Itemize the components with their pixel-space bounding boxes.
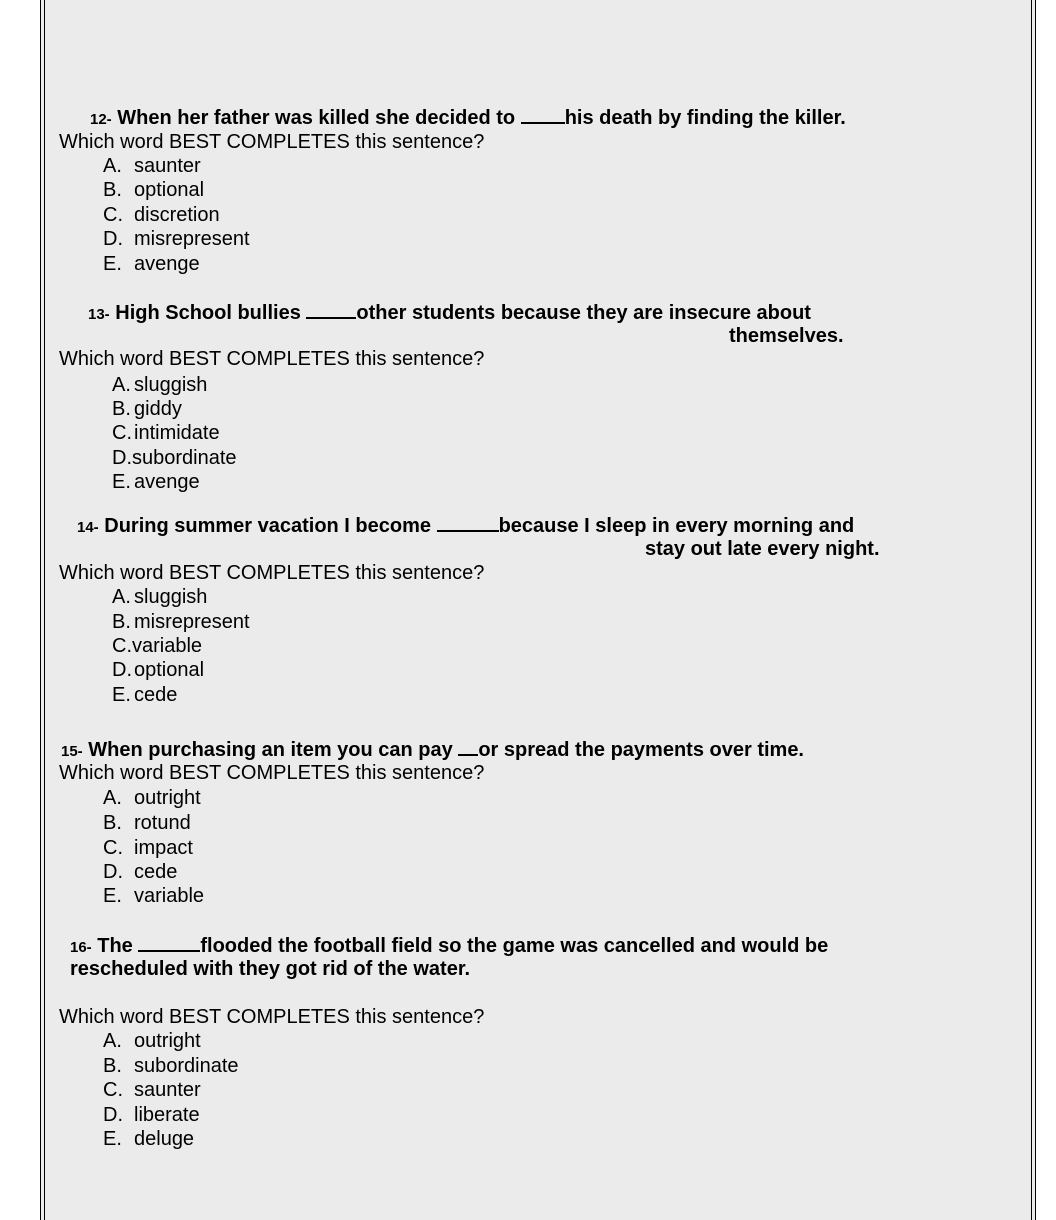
question-14-option-e: E. cede: [112, 684, 178, 706]
question-16-stem-continued: rescheduled with they got rid of the water.: [70, 958, 471, 980]
stem-text-before: During summer vacation I become: [104, 515, 432, 537]
border-line-right-inner: [1031, 0, 1032, 1220]
question-14-prompt: Which word BEST COMPLETES this sentence?: [59, 562, 485, 584]
stem-text-after: because I sleep in every morning and: [498, 515, 855, 537]
question-14-option-a: A. sluggish: [112, 586, 208, 608]
question-14-stem: [77, 514, 854, 538]
border-line-right-outer: [1035, 0, 1036, 1220]
question-15-prompt: Which word BEST COMPLETES this sentence?: [59, 762, 485, 784]
question-16-option-c: C. saunter: [103, 1079, 201, 1101]
stem-text-after: other students because they are insecure about: [356, 302, 811, 324]
stem-text-before: The: [97, 935, 133, 957]
question-16-prompt: Which word BEST COMPLETES this sentence?: [59, 1006, 485, 1028]
question-13-prompt: Which word BEST COMPLETES this sentence?: [59, 348, 485, 370]
question-14-option-d: D. optional: [112, 659, 205, 681]
question-13-option-b: B. giddy: [112, 398, 182, 420]
question-16-option-d: D. liberate: [103, 1104, 200, 1126]
stem-text-before: High School bullies: [115, 302, 301, 324]
question-number: 13-: [88, 306, 110, 323]
page-margin-right: [1036, 0, 1056, 1220]
question-12-option-e: E. avenge: [103, 253, 200, 275]
question-12-prompt: Which word BEST COMPLETES this sentence?: [59, 131, 485, 153]
question-13-option-e: E. avenge: [112, 471, 200, 493]
stem-text-before: When purchasing an item you can pay: [88, 739, 453, 761]
answer-blank: [138, 934, 200, 952]
question-14-option-b: B. misrepresent: [112, 611, 250, 633]
answer-blank: [458, 738, 478, 756]
question-12-option-a: A. saunter: [103, 155, 201, 177]
stem-text-after: flooded the football field so the game was cancelled and would be: [200, 935, 829, 957]
page-margin-left: [0, 0, 40, 1220]
question-number: 15-: [61, 743, 83, 760]
border-line-left-inner: [44, 0, 45, 1220]
question-13-option-c: C. intimidate: [112, 422, 220, 444]
question-16-option-e: E. deluge: [103, 1128, 195, 1150]
question-15-option-a: A. outright: [103, 787, 201, 809]
question-13-option-a: A. sluggish: [112, 374, 208, 396]
question-13-stem-continued: themselves.: [729, 325, 844, 347]
question-16-stem: [70, 934, 828, 958]
question-12-option-d: D. misrepresent: [103, 228, 250, 250]
question-12-option-b: B. optional: [103, 179, 205, 201]
answer-blank: [521, 106, 565, 124]
question-13-option-d: D.subordinate: [112, 447, 237, 469]
question-15-stem: [61, 738, 804, 762]
question-number: 16-: [70, 939, 92, 956]
stem-text-before: When her father was killed she decided to: [117, 107, 516, 129]
question-15-option-e: E. variable: [103, 885, 205, 907]
stem-text-after: his death by finding the killer.: [564, 107, 846, 129]
question-number: 12-: [90, 111, 112, 128]
answer-blank: [306, 301, 356, 319]
question-14-option-c: C.variable: [112, 635, 203, 657]
stem-text-after: or spread the payments over time.: [478, 739, 804, 761]
question-13-stem: [88, 301, 811, 325]
question-16-option-b: B. subordinate: [103, 1055, 239, 1077]
question-15-option-b: B. rotund: [103, 812, 191, 834]
question-16-option-a: A. outright: [103, 1030, 201, 1052]
question-15-option-d: D. cede: [103, 861, 178, 883]
question-14-stem-continued: stay out late every night.: [645, 538, 880, 560]
answer-blank: [437, 514, 499, 532]
question-15-option-c: C. impact: [103, 837, 193, 859]
question-12-stem: [90, 106, 846, 130]
question-number: 14-: [77, 519, 99, 536]
question-12-option-c: C. discretion: [103, 204, 220, 226]
border-line-left-outer: [40, 0, 41, 1220]
